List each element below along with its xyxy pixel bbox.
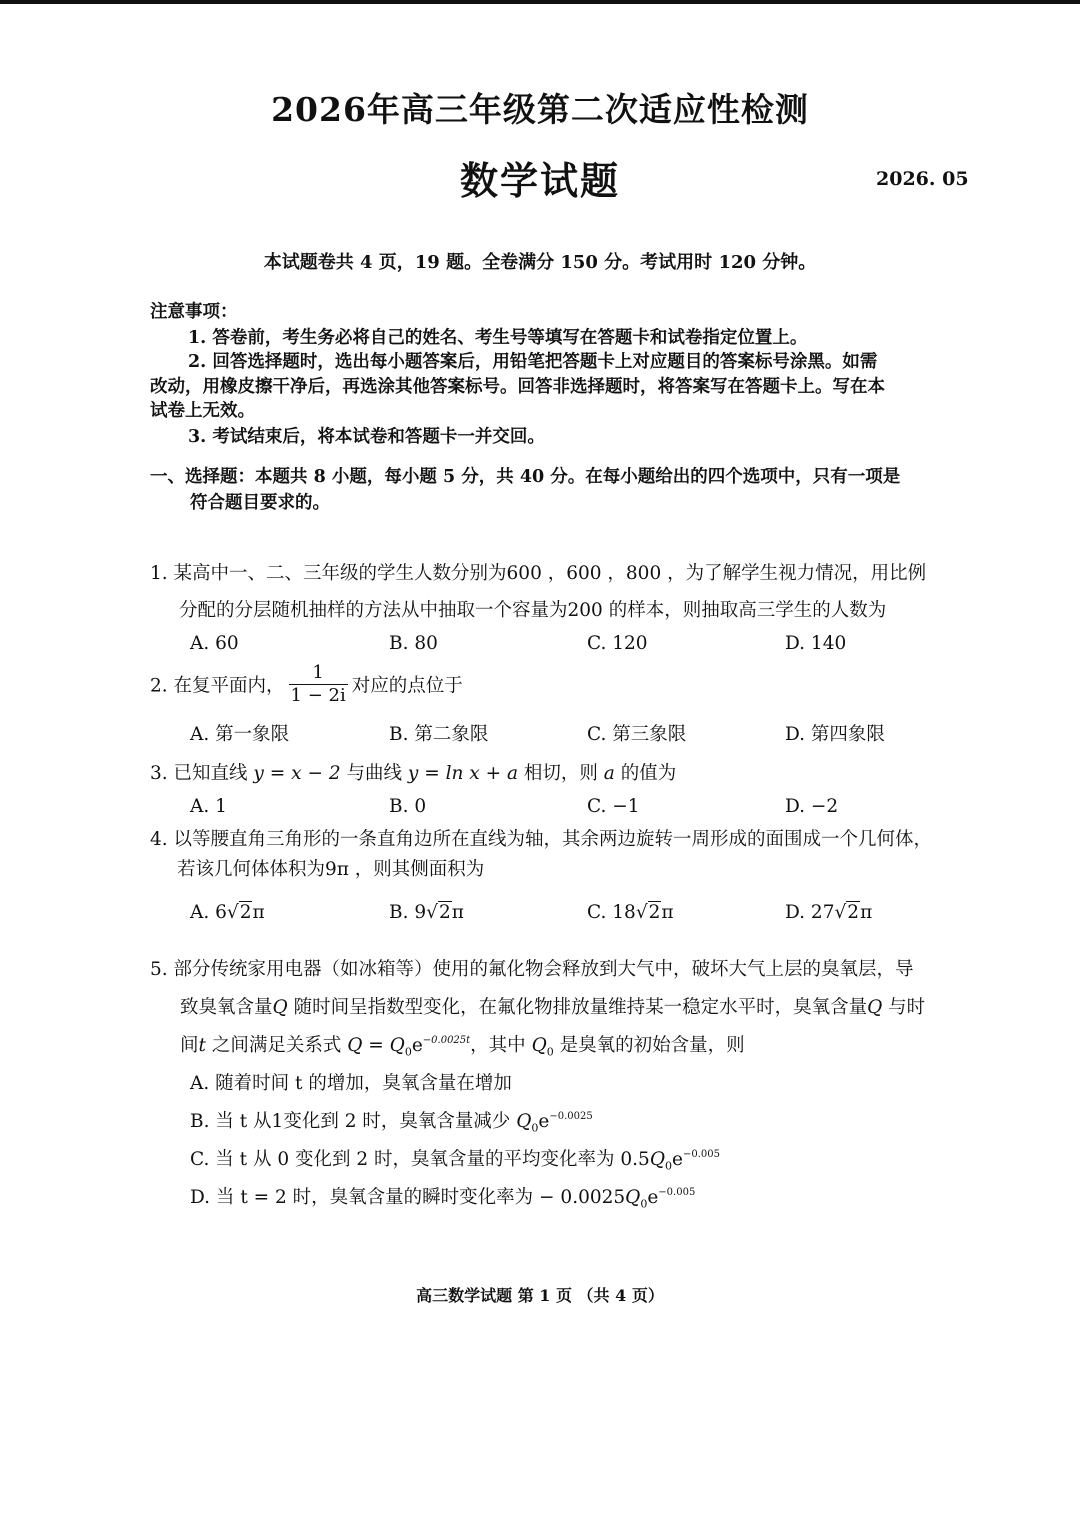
q5-line3-part-b: 之间满足关系式	[205, 1035, 348, 1056]
q5-option-c-q: Q	[649, 1149, 665, 1170]
q2-fraction-denominator: 1 − 2i	[290, 685, 346, 706]
q3-curve-equation: y = ln x + a	[407, 763, 519, 784]
q4-option-c-coef: C. 18	[587, 902, 636, 923]
q5-symbol-q0: Q	[531, 1035, 547, 1056]
q5-option-d	[190, 1183, 695, 1211]
q2-option-a: A. 第一象限	[190, 724, 290, 745]
q3-text-2: 与曲线	[340, 763, 408, 784]
q4-stem-line-2: 若该几何体体积为9π ，则其侧面积为	[177, 859, 485, 880]
q3-text-3: 相切，则	[518, 763, 604, 784]
q3-text-4: 的值为	[614, 763, 677, 784]
notice-item-1: 1. 答卷前，考生务必将自己的姓名、考生号等填写在答题卡和试卷指定位置上。	[188, 328, 808, 348]
q5-line2-part-c: 与时	[882, 997, 926, 1018]
q4-option-b: B. 9√2π	[389, 902, 464, 923]
q3-text-1: 3. 已知直线	[150, 763, 254, 784]
q5-option-a: A. 随着时间 t 的增加，臭氧含量在增加	[190, 1073, 512, 1094]
exam-date: 2026. 05	[876, 168, 969, 190]
q4-option-a: A. 6√2π	[190, 902, 265, 923]
q4-stem-line-1: 4. 以等腰直角三角形的一条直角边所在直线为轴，其余两边旋转一周形成的面围成一个几何体，	[150, 829, 933, 850]
q5-symbol-q-2: Q	[867, 997, 883, 1018]
q3-stem	[150, 759, 676, 785]
notice-item-2-line-2: 改动，用橡皮擦干净后，再选涂其他答案标号。回答非选择题时，将答案写在答题卡上。写在本	[150, 377, 885, 397]
q5-option-c-e: e	[672, 1149, 683, 1170]
q1-option-a: A. 60	[190, 633, 239, 654]
q2-stem	[150, 662, 463, 707]
q5-formula-exponent: −0.0025t	[422, 1035, 471, 1046]
q5-stem-line-2	[180, 993, 925, 1019]
notice-item-2-line-1: 2. 回答选择题时，选出每小题答案后，用铅笔把答题卡上对应题目的答案标号涂黑。如需	[188, 352, 878, 372]
q5-line3-part-d: 是臭氧的初始含量，则	[553, 1035, 745, 1056]
q4-option-d-pi: π	[860, 902, 873, 923]
q1-stem-line-2: 分配的分层随机抽样的方法从中抽取一个容量为200 的样本，则抽取高三学生的人数为	[179, 600, 887, 621]
page-footer: 高三数学试题 第 1 页 （共 4 页）	[416, 1286, 664, 1305]
q4-option-d-coef: D. 27	[785, 902, 835, 923]
q5-option-c-sub: 0	[665, 1159, 672, 1173]
q5-symbol-q0-subscript: 0	[546, 1045, 554, 1059]
q1-option-d: D. 140	[785, 633, 847, 654]
q5-option-b	[190, 1107, 593, 1135]
notice-heading: 注意事项：	[150, 302, 238, 322]
q4-option-a-radicand: 2	[239, 902, 252, 923]
q5-stem-line-1: 5. 部分传统家用电器（如冰箱等）使用的氟化物会释放到大气中，破坏大气上层的臭氧层，导	[150, 959, 914, 980]
q4-option-d: D. 27√2π	[785, 902, 873, 923]
q4-option-c: C. 18√2π	[587, 902, 674, 923]
q5-option-c	[190, 1145, 720, 1173]
top-border	[0, 0, 1080, 4]
q2-fraction-numerator: 1	[312, 662, 324, 683]
q5-option-c-exponent: −0.005	[682, 1149, 720, 1160]
q3-option-b: B. 0	[389, 796, 427, 817]
q3-line-equation: y = x − 2	[253, 763, 341, 784]
q2-option-d: D. 第四象限	[785, 724, 885, 745]
q4-option-b-radicand: 2	[438, 902, 451, 923]
q3-option-a: A. 1	[190, 796, 227, 817]
q5-stem-line-3	[180, 1031, 745, 1059]
q2-option-b: B. 第二象限	[389, 724, 489, 745]
q3-option-d: D. −2	[785, 796, 839, 817]
q5-formula-subscript: 0	[404, 1045, 412, 1059]
q2-stem-post: 对应的点位于	[351, 675, 463, 697]
section-heading-line-1: 一、选择题：本题共 8 小题，每小题 5 分，共 40 分。在每小题给出的四个选项中，只有一项是	[150, 467, 901, 487]
q5-option-b-q: Q	[516, 1111, 532, 1132]
q5-option-b-exponent: −0.0025	[549, 1111, 593, 1122]
section-heading-line-2: 符合题目要求的。	[190, 493, 330, 513]
q2-option-c: C. 第三象限	[587, 724, 687, 745]
q5-line2-part-a: 致臭氧含量	[180, 997, 273, 1018]
q1-stem-line-1: 1. 某高中一、二、三年级的学生人数分别为600 ，600 ，800 ，为了解学生视力情况，用比例	[150, 563, 927, 584]
q3-option-c: C. −1	[587, 796, 640, 817]
notice-item-3: 3. 考试结束后，将本试卷和答题卡一并交回。	[188, 427, 545, 447]
q5-option-d-e: e	[647, 1187, 659, 1208]
q5-option-d-text: D. 当 t = 2 时，臭氧含量的瞬时变化率为 − 0.0025	[190, 1187, 626, 1208]
q5-option-d-sub: 0	[640, 1197, 648, 1211]
q2-fraction	[289, 662, 348, 707]
q1-option-c: C. 120	[587, 633, 648, 654]
exam-title: 2026年高三年级第二次适应性检测	[271, 90, 809, 129]
exam-info: 本试题卷共 4 页，19 题。全卷满分 150 分。考试用时 120 分钟。	[263, 252, 817, 273]
q5-formula: Q = Q	[347, 1035, 405, 1056]
q2-stem-pre: 2. 在复平面内，	[150, 675, 285, 697]
q5-option-d-q: Q	[625, 1187, 641, 1208]
q4-option-a-coef: A. 6	[190, 902, 227, 923]
q4-option-a-pi: π	[252, 902, 265, 923]
q5-line3-part-a: 间	[180, 1035, 199, 1056]
q5-option-b-sub: 0	[531, 1121, 539, 1135]
q5-option-b-text: B. 当 t 从1变化到 2 时，臭氧含量减少	[190, 1111, 517, 1132]
q5-option-b-e: e	[538, 1111, 550, 1132]
q3-variable: a	[603, 763, 615, 784]
q4-option-b-pi: π	[451, 902, 464, 923]
q4-option-c-radicand: 2	[648, 902, 661, 923]
notice-item-2-line-3: 试卷上无效。	[150, 401, 255, 421]
q5-symbol-q: Q	[272, 997, 288, 1018]
q5-line3-part-c: ，其中	[470, 1035, 532, 1056]
subject-title: 数学试题	[459, 158, 620, 203]
q5-formula-e: e	[411, 1035, 423, 1056]
q4-option-c-pi: π	[661, 902, 674, 923]
q5-option-c-text: C. 当 t 从 0 变化到 2 时，臭氧含量的平均变化率为 0.5	[190, 1149, 650, 1170]
q5-symbol-t: t	[198, 1035, 206, 1056]
q5-option-d-exponent: −0.005	[658, 1187, 696, 1198]
q5-line2-part-b: 随时间呈指数型变化，在氟化物排放量维持某一稳定水平时，臭氧含量	[287, 997, 868, 1018]
q4-option-b-coef: B. 9	[389, 902, 427, 923]
q1-option-b: B. 80	[389, 633, 438, 654]
q4-option-d-radicand: 2	[847, 902, 860, 923]
